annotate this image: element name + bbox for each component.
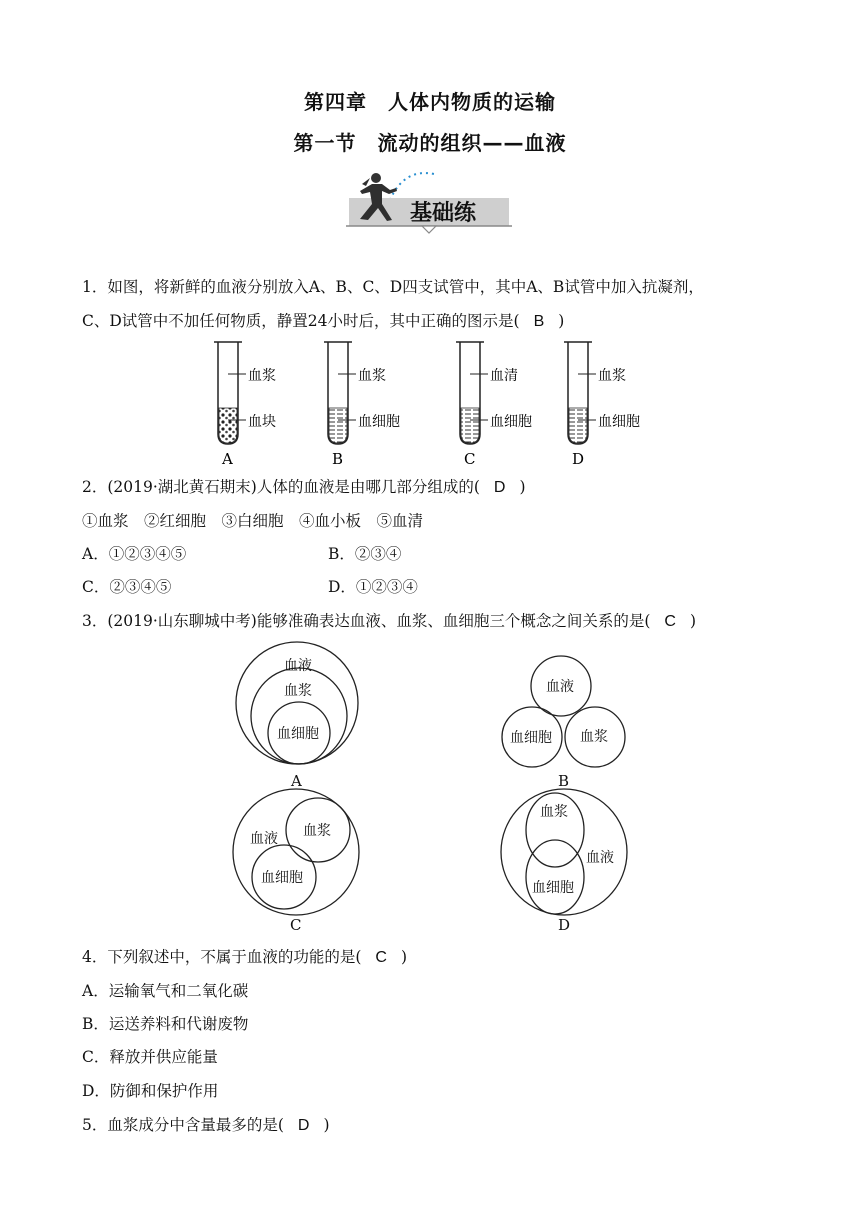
q4-option-c: C．释放并供应能量 [82, 1048, 218, 1066]
q2-option-c: C．②③④⑤ [82, 578, 172, 596]
tube-c-bottom-label: 血细胞 [490, 414, 532, 430]
b-cells-label: 血细胞 [510, 730, 552, 746]
q4-answer: C [375, 949, 387, 966]
test-tube-c [456, 342, 532, 468]
test-tube-b [324, 342, 400, 468]
q3-stem-line [82, 610, 696, 633]
c-blood-label: 血液 [250, 831, 278, 847]
a-plasma-label: 血浆 [284, 683, 312, 699]
diagram-c-blood-circle [233, 789, 359, 915]
c-cells-label: 血细胞 [261, 870, 303, 886]
tube-b-bottom-label: 血细胞 [358, 414, 400, 430]
q5-stem-line [82, 1114, 330, 1137]
martial-arts-figure-icon [346, 164, 512, 236]
q1-stem: C、D试管中不加任何物质，静置24小时后，其中正确的图示是( [82, 312, 520, 330]
tube-d-bottom-label: 血细胞 [598, 414, 640, 430]
tube-d-letter: D [572, 450, 585, 468]
q4-stem-line [82, 946, 407, 969]
diagram-d-letter: D [558, 916, 571, 934]
tube-a-top-label: 血浆 [248, 368, 276, 384]
diagram-c-letter: C [290, 916, 302, 934]
basic-practice-banner [346, 164, 512, 236]
diagram-d-cells-ellipse [526, 840, 584, 914]
test-tube-d [564, 342, 640, 468]
tube-b-top-label: 血浆 [358, 368, 386, 384]
d-plasma-label: 血浆 [540, 804, 568, 820]
q2-answer: D [493, 479, 506, 496]
d-blood-label: 血液 [586, 850, 614, 866]
c-plasma-label: 血浆 [303, 823, 331, 839]
section-title: 第一节 流动的组织——血液 [293, 131, 567, 155]
a-blood-label: 血液 [284, 658, 312, 674]
q5-close: ) [323, 1116, 330, 1134]
diagram-a-letter: A [291, 772, 302, 790]
b-plasma-label: 血浆 [580, 729, 608, 745]
q2-option-b: B．②③④ [328, 545, 402, 563]
chapter-title: 第四章 人体内物质的运输 [304, 90, 556, 114]
d-cells-label: 血细胞 [532, 880, 574, 896]
tube-d-top-label: 血浆 [598, 368, 626, 384]
q2-stem-line [82, 476, 526, 499]
q2-items: ①血浆 ②红细胞 ③白细胞 ④血小板 ⑤血清 [82, 512, 424, 530]
tube-c-letter: C [464, 450, 476, 468]
q4-option-a: A．运输氧气和二氧化碳 [82, 982, 249, 1000]
q5-stem: 5．血浆成分中含量最多的是( [82, 1116, 284, 1134]
test-tube-a [214, 342, 276, 468]
q4-option-b: B．运送养料和代谢废物 [82, 1015, 249, 1033]
q3-answer: C [664, 613, 676, 630]
a-cells-label: 血细胞 [277, 726, 319, 742]
banner-label: 基础练 [410, 200, 477, 226]
q3-venn-figure [220, 640, 640, 936]
q3-close: ) [689, 612, 697, 630]
q1-close: ) [558, 312, 565, 330]
q2-option-d: D．①②③④ [328, 578, 418, 596]
q3-stem: 3．(2019·山东聊城中考)能够准确表达血液、血浆、血细胞三个概念之间关系的是( [82, 612, 651, 630]
tube-a-bottom-label: 血块 [248, 414, 276, 430]
tube-b-letter: B [332, 450, 344, 468]
q4-option-d: D．防御和保护作用 [82, 1082, 219, 1100]
q1-answer: B [533, 313, 545, 330]
tube-a-letter: A [222, 450, 233, 468]
q1-line2 [82, 310, 564, 333]
q4-close: ) [400, 948, 408, 966]
diagram-b-letter: B [558, 772, 570, 790]
b-blood-label: 血液 [546, 679, 574, 695]
q2-option-a: A．①②③④⑤ [82, 545, 187, 563]
q4-stem: 4．下列叙述中，不属于血液的功能的是( [82, 948, 362, 966]
q1-line1: 1．如图，将新鲜的血液分别放入A、B、C、D四支试管中，其中A、B试管中加入抗凝剂， [82, 278, 704, 296]
q1-test-tube-figure [200, 336, 670, 470]
q5-answer: D [297, 1117, 310, 1134]
q2-close: ) [519, 478, 526, 496]
tube-c-top-label: 血清 [490, 368, 518, 384]
q2-stem: 2．(2019·湖北黄石期末)人体的血液是由哪几部分组成的( [82, 478, 480, 496]
